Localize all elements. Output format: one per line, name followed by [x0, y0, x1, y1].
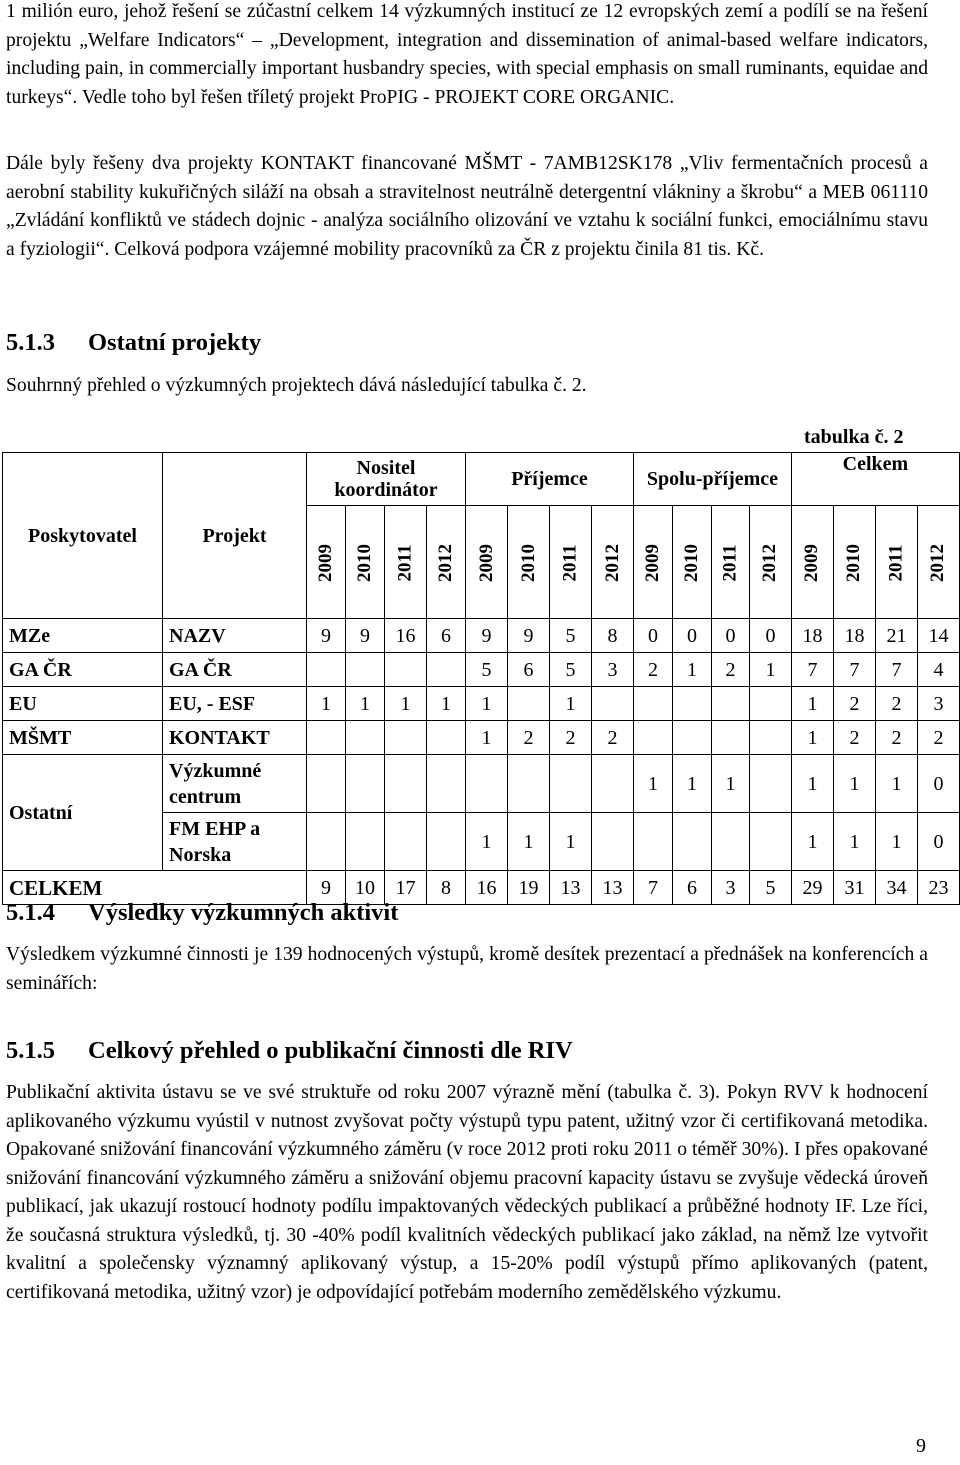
- value-cell: 1: [427, 687, 466, 721]
- value-cell: 0: [673, 619, 712, 653]
- value-cell: 2: [550, 721, 592, 755]
- paragraph-publications: Publikační aktivita ústavu se ve své struktuře od roku 2007 výrazně mění (tabulka č. 3). Pokyn RVV k hodnocení aplikovaného výzkumu vyústil v nutnost zvyšovat počty výstupů typu patent, užitný vzor či certifikovaná metodika. Opakované snižování financování výzkumného záměru (v roce 2012 proti roku 2011 o téměř 30%). I přes opakované snižování financování výzkumného záměru a snižování objemu pracovní kapacity ústavu se zvyšuje vědecká úroveň publikací, jak ukazují rostoucí hodnoty podílu impaktovaných vědeckých publikací a průběžné hodnoty IF. Lze říci, že současná struktura výsledků, tj. 30 -40% podíl kvalitních vědeckých publikací jako základ, na němž lze vytvořit kvalitní a společensky významný aplikovaný výstup, a 15-20% podíl výstupů přímo aplikovaných (patent, certifikovaná metodika, užitný vzor) je odpovídající potřebám moderního zemědělského výzkumu.: [6, 1082, 928, 1303]
- value-cell: 7: [875, 653, 917, 687]
- provider-cell: MŠMT: [3, 721, 163, 755]
- value-cell: 1: [550, 687, 592, 721]
- value-cell: 10: [346, 871, 385, 905]
- value-cell: 1: [466, 687, 508, 721]
- value-cell: [634, 813, 673, 871]
- value-cell: 1: [875, 755, 917, 813]
- value-cell: [749, 755, 791, 813]
- value-cell: 23: [917, 871, 959, 905]
- value-cell: [427, 813, 466, 871]
- value-cell: [307, 721, 346, 755]
- value-cell: [508, 687, 550, 721]
- heading-number: 5.1.3: [6, 329, 55, 356]
- value-cell: 9: [307, 619, 346, 653]
- project-cell: FM EHP a Norska: [163, 813, 307, 871]
- value-cell: [346, 755, 385, 813]
- value-cell: 13: [592, 871, 634, 905]
- value-cell: [385, 653, 427, 687]
- value-cell: 29: [791, 871, 833, 905]
- paragraph-welfare-indicators: 1 milión euro, jehož řešení se zúčastní celkem 14 výzkumných institucí ze 12 evropských zemí a podílí se na řešení projektu „Welfare Indicators“ – „Development, integration and dissemination of animal-based welfare indicators, including pain, in commercially important husbandry species, with special emphasis on small ruminants, equidae and turkeys“. Vedle toho byl řešen tříletý projekt ProPIG - PROJEKT CORE ORGANIC.: [6, 1, 928, 108]
- project-cell: Výzkumné centrum: [163, 755, 307, 813]
- value-cell: [592, 813, 634, 871]
- header-recipient: Příjemce: [466, 453, 634, 506]
- provider-cell: GA ČR: [3, 653, 163, 687]
- value-cell: 9: [508, 619, 550, 653]
- table-caption: tabulka č. 2: [804, 426, 904, 448]
- value-cell: [712, 813, 750, 871]
- value-cell: 0: [749, 619, 791, 653]
- value-cell: 3: [592, 653, 634, 687]
- year-cell: 2010: [508, 506, 550, 619]
- year-cell: 2012: [917, 506, 959, 619]
- value-cell: 31: [833, 871, 875, 905]
- value-cell: 1: [791, 687, 833, 721]
- value-cell: 1: [466, 721, 508, 755]
- value-cell: 5: [749, 871, 791, 905]
- provider-cell: MZe: [3, 619, 163, 653]
- value-cell: 5: [550, 619, 592, 653]
- year-cell: 2011: [550, 506, 592, 619]
- header-project: Projekt: [163, 453, 307, 619]
- value-cell: 0: [634, 619, 673, 653]
- year-cell: 2012: [427, 506, 466, 619]
- value-cell: 2: [875, 687, 917, 721]
- value-cell: 8: [427, 871, 466, 905]
- year-cell: 2009: [634, 506, 673, 619]
- value-cell: 1: [673, 653, 712, 687]
- value-cell: [385, 721, 427, 755]
- value-cell: 7: [833, 653, 875, 687]
- value-cell: 1: [466, 813, 508, 871]
- year-cell: 2009: [466, 506, 508, 619]
- value-cell: [749, 721, 791, 755]
- value-cell: [749, 813, 791, 871]
- value-cell: 9: [307, 871, 346, 905]
- value-cell: [427, 755, 466, 813]
- value-cell: [346, 813, 385, 871]
- value-cell: 1: [346, 687, 385, 721]
- value-cell: 18: [791, 619, 833, 653]
- heading-text: Ostatní projekty: [88, 329, 262, 356]
- value-cell: 1: [508, 813, 550, 871]
- value-cell: 2: [917, 721, 959, 755]
- value-cell: 1: [791, 721, 833, 755]
- value-cell: 1: [875, 813, 917, 871]
- project-cell: GA ČR: [163, 653, 307, 687]
- table-row: [3, 619, 960, 653]
- value-cell: [307, 653, 346, 687]
- value-cell: 1: [833, 755, 875, 813]
- year-cell: 2010: [346, 506, 385, 619]
- value-cell: [592, 755, 634, 813]
- value-cell: 1: [749, 653, 791, 687]
- value-cell: 13: [550, 871, 592, 905]
- value-cell: [466, 755, 508, 813]
- heading-publication-overview: [6, 1036, 573, 1066]
- heading-text: Výsledky výzkumných aktivit: [88, 899, 399, 926]
- value-cell: [385, 813, 427, 871]
- provider-cell: EU: [3, 687, 163, 721]
- heading-other-projects: [6, 328, 261, 358]
- value-cell: 2: [833, 687, 875, 721]
- header-co-recipient: Spolu-příjemce: [634, 453, 792, 506]
- value-cell: 5: [550, 653, 592, 687]
- heading-number: 5.1.4: [6, 899, 55, 926]
- value-cell: 1: [550, 813, 592, 871]
- year-cell: 2011: [712, 506, 750, 619]
- value-cell: [346, 653, 385, 687]
- paragraph-table-intro: Souhrnný přehled o výzkumných projektech dává následující tabulka č. 2.: [6, 375, 587, 396]
- projects-table: [2, 452, 960, 905]
- header-total: Celkem: [791, 453, 959, 506]
- project-cell: EU, - ESF: [163, 687, 307, 721]
- value-cell: 9: [466, 619, 508, 653]
- value-cell: [346, 721, 385, 755]
- year-cell: 2012: [592, 506, 634, 619]
- value-cell: [673, 687, 712, 721]
- year-cell: 2011: [875, 506, 917, 619]
- value-cell: [385, 755, 427, 813]
- heading-number: 5.1.5: [6, 1037, 55, 1064]
- header-coordinator: Nositel koordinátor: [307, 453, 466, 506]
- value-cell: 7: [791, 653, 833, 687]
- value-cell: 21: [875, 619, 917, 653]
- value-cell: 1: [385, 687, 427, 721]
- value-cell: 5: [466, 653, 508, 687]
- year-cell: 2010: [833, 506, 875, 619]
- value-cell: 9: [346, 619, 385, 653]
- table-row: [3, 755, 960, 813]
- value-cell: 6: [673, 871, 712, 905]
- value-cell: 2: [508, 721, 550, 755]
- value-cell: 0: [712, 619, 750, 653]
- value-cell: 0: [917, 755, 959, 813]
- value-cell: [307, 755, 346, 813]
- value-cell: 3: [712, 871, 750, 905]
- year-cell: 2009: [791, 506, 833, 619]
- heading-text: Celkový přehled o publikační činnosti dle RIV: [88, 1037, 573, 1064]
- paragraph-kontakt-projects: Dále byly řešeny dva projekty KONTAKT financované MŠMT - 7AMB12SK178 „Vliv fermentačních procesů a aerobní stability kukuřičných siláží na obsah a stravitelnost neutrálně detergentní vlákniny a škrobu“ a MEB 061110 „Zvládání konfliktů ve stádech dojnic - analýza sociálního olizování ve vztahu k sociální funkci, emociálnímu stavu a fyziologii“. Celková podpora vzájemné mobility pracovníků za ČR z projektu činila 81 tis. Kč.: [6, 153, 928, 260]
- page-number: 9: [916, 1435, 926, 1457]
- value-cell: 6: [508, 653, 550, 687]
- value-cell: 7: [634, 871, 673, 905]
- provider-cell: CELKEM: [3, 871, 307, 905]
- year-cell: 2009: [307, 506, 346, 619]
- value-cell: 16: [466, 871, 508, 905]
- value-cell: 0: [917, 813, 959, 871]
- provider-cell: Ostatní: [3, 755, 163, 871]
- project-cell: KONTAKT: [163, 721, 307, 755]
- value-cell: [508, 755, 550, 813]
- table-row: [3, 721, 960, 755]
- value-cell: [550, 755, 592, 813]
- value-cell: 34: [875, 871, 917, 905]
- value-cell: 2: [875, 721, 917, 755]
- value-cell: 2: [712, 653, 750, 687]
- year-cell: 2011: [385, 506, 427, 619]
- value-cell: 18: [833, 619, 875, 653]
- paragraph-results: Výsledkem výzkumné činnosti je 139 hodnocených výstupů, kromě desítek prezentací a přednášek na konferencích a seminářích:: [6, 944, 928, 994]
- value-cell: [634, 721, 673, 755]
- value-cell: 2: [833, 721, 875, 755]
- value-cell: 1: [791, 813, 833, 871]
- table-row: [3, 653, 960, 687]
- value-cell: 17: [385, 871, 427, 905]
- value-cell: [592, 687, 634, 721]
- value-cell: [712, 687, 750, 721]
- heading-research-results: [6, 898, 398, 928]
- table-row: [3, 687, 960, 721]
- value-cell: 1: [634, 755, 673, 813]
- value-cell: 1: [712, 755, 750, 813]
- header-provider: Poskytovatel: [3, 453, 163, 619]
- value-cell: [749, 687, 791, 721]
- value-cell: 19: [508, 871, 550, 905]
- value-cell: [673, 813, 712, 871]
- value-cell: 1: [307, 687, 346, 721]
- value-cell: [427, 653, 466, 687]
- value-cell: 8: [592, 619, 634, 653]
- value-cell: 1: [791, 755, 833, 813]
- value-cell: [634, 687, 673, 721]
- value-cell: [307, 813, 346, 871]
- value-cell: [427, 721, 466, 755]
- value-cell: 4: [917, 653, 959, 687]
- value-cell: 16: [385, 619, 427, 653]
- value-cell: 2: [634, 653, 673, 687]
- year-cell: 2012: [749, 506, 791, 619]
- header-row-groups: [3, 453, 960, 506]
- value-cell: 1: [673, 755, 712, 813]
- value-cell: 1: [833, 813, 875, 871]
- value-cell: 14: [917, 619, 959, 653]
- value-cell: 3: [917, 687, 959, 721]
- value-cell: [712, 721, 750, 755]
- value-cell: 2: [592, 721, 634, 755]
- year-cell: 2010: [673, 506, 712, 619]
- value-cell: 6: [427, 619, 466, 653]
- value-cell: [673, 721, 712, 755]
- project-cell: NAZV: [163, 619, 307, 653]
